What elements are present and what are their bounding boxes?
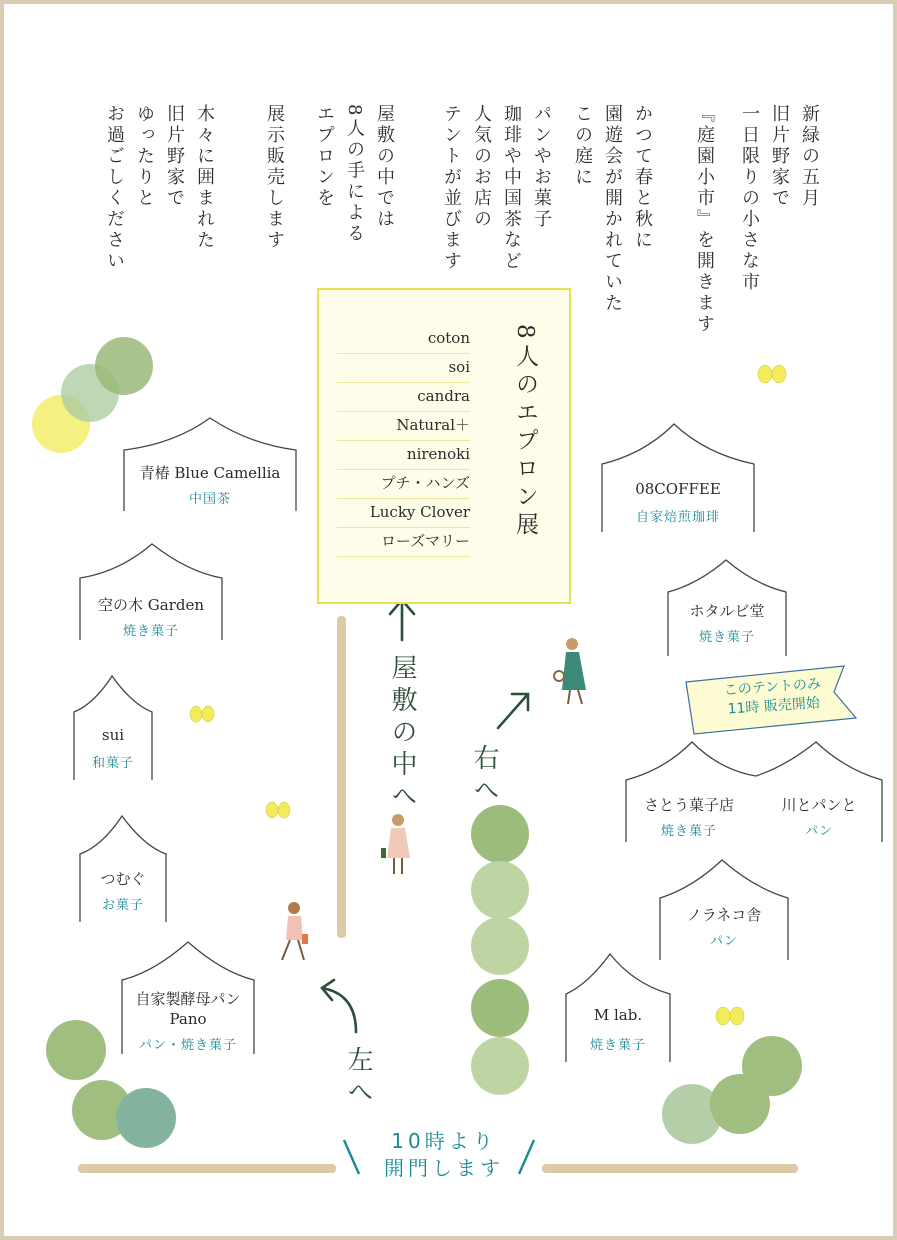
direction-inside: 屋敷の中へ <box>387 654 417 814</box>
tent-sato-category: 焼き菓子 <box>660 824 717 839</box>
intro-column-12: 屋敷の中では <box>374 104 395 230</box>
tent-kawa-name: 川とパンと <box>781 796 857 814</box>
person-left <box>282 902 308 960</box>
tree-cluster-bottom-right <box>662 1036 802 1144</box>
tent-soranoki-category: 焼き菓子 <box>122 624 179 639</box>
brand-item: nirenoki <box>337 440 470 470</box>
intro-column-3: 一日限りの小さな市 <box>739 104 760 293</box>
intro-column-1: 新緑の五月 <box>799 104 820 209</box>
intro-column-9: 珈琲や中国茶など <box>501 104 522 272</box>
tent-pano-category: パン・焼き菓子 <box>138 1038 237 1053</box>
intro-column-2: 旧片野家で <box>769 104 790 209</box>
tent-noraneko-name: ノラネコ舎 <box>686 906 762 924</box>
brand-item: プチ・ハンズ <box>337 469 470 499</box>
butterfly-2 <box>190 706 214 722</box>
intro-column-10: 人気のお店の <box>471 104 492 230</box>
tent-mlab-name: M lab. <box>593 1006 643 1024</box>
intro-column-16: 木々に囲まれた <box>194 104 215 251</box>
poster <box>4 4 893 1236</box>
intro-column-6: 園遊会が開かれていた <box>602 104 623 314</box>
tent-pano-name-1: 自家製酵母パン <box>135 990 241 1008</box>
tree-column <box>471 805 529 1095</box>
intro-column-15: 展示販売します <box>264 104 285 251</box>
person-center <box>381 814 410 874</box>
arrow-left-curve <box>322 980 356 1032</box>
tent-pano-name-2: Pano <box>169 1010 207 1028</box>
intro-column-8: パンやお菓子 <box>531 104 552 230</box>
gate-path-right <box>542 1164 798 1173</box>
gate-path-left <box>78 1164 336 1173</box>
tent-sato-name: さとう菓子店 <box>643 796 734 814</box>
person-basket <box>554 638 586 704</box>
intro-column-19: お過ごしください <box>104 104 125 272</box>
tree-cluster-top-left <box>32 337 153 453</box>
intro-column-13: 8人の手による <box>344 104 365 245</box>
intro-column-17: 旧片野家で <box>164 104 185 209</box>
brand-item: Lucky Clover <box>337 498 470 528</box>
intro-column-5: かつて春と秋に <box>632 104 653 251</box>
butterfly-3 <box>266 802 290 818</box>
direction-left: 左へ <box>343 1046 373 1110</box>
opening-line-1: 10時より <box>391 1129 497 1153</box>
exhibition-title: 8人のエプロン展 <box>512 324 538 540</box>
opening-notice <box>364 1128 524 1182</box>
central-path <box>337 616 346 938</box>
butterfly-1 <box>758 365 786 383</box>
direction-right: 右へ <box>469 744 499 808</box>
intro-column-18: ゆったりと <box>134 104 155 209</box>
brand-item: soi <box>337 353 470 383</box>
tent-hotarubi-category: 焼き菓子 <box>698 630 755 645</box>
tent-tsumugu-name: つむぐ <box>100 870 146 888</box>
gate-slash-left <box>344 1140 359 1174</box>
brand-item: candra <box>337 382 470 412</box>
tent-sui-category: 和菓子 <box>91 756 134 771</box>
banner-line-2: 11時 販売開始 <box>727 695 821 718</box>
tent-tsumugu-category: お菓子 <box>101 898 144 913</box>
brand-item: ローズマリー <box>337 527 470 557</box>
tent-mlab-category: 焼き菓子 <box>589 1038 646 1053</box>
banner-line-1: このテントのみ <box>723 676 822 699</box>
tent-soranoki-name: 空の木 Garden <box>97 596 204 614</box>
tent-seitsubaki-name: 青椿 Blue Camellia <box>139 464 281 482</box>
tent-coffee-category: 自家焙煎珈琲 <box>635 510 720 525</box>
tent-coffee-name: 08COFFEE <box>635 480 721 498</box>
arrow-up-right <box>498 694 528 728</box>
tent-sui-name: sui <box>101 726 125 744</box>
intro-column-4: 『庭園小市』を開きます <box>694 104 715 335</box>
tent-noraneko-category: パン <box>709 934 738 949</box>
intro-column-11: テントが並びます <box>441 104 462 272</box>
arrow-up <box>390 600 414 640</box>
intro-column-7: この庭に <box>572 104 593 188</box>
brand-item: Natural＋ <box>337 411 470 441</box>
tent-kawa-category: パン <box>804 824 833 839</box>
tent-hotarubi-name: ホタルビ堂 <box>689 602 765 620</box>
brand-item: coton <box>337 324 470 354</box>
opening-line-2: 開門します <box>384 1156 504 1180</box>
tent-seitsubaki-category: 中国茶 <box>188 492 231 507</box>
butterfly-4 <box>716 1007 744 1025</box>
intro-column-14: エプロンを <box>314 104 335 209</box>
